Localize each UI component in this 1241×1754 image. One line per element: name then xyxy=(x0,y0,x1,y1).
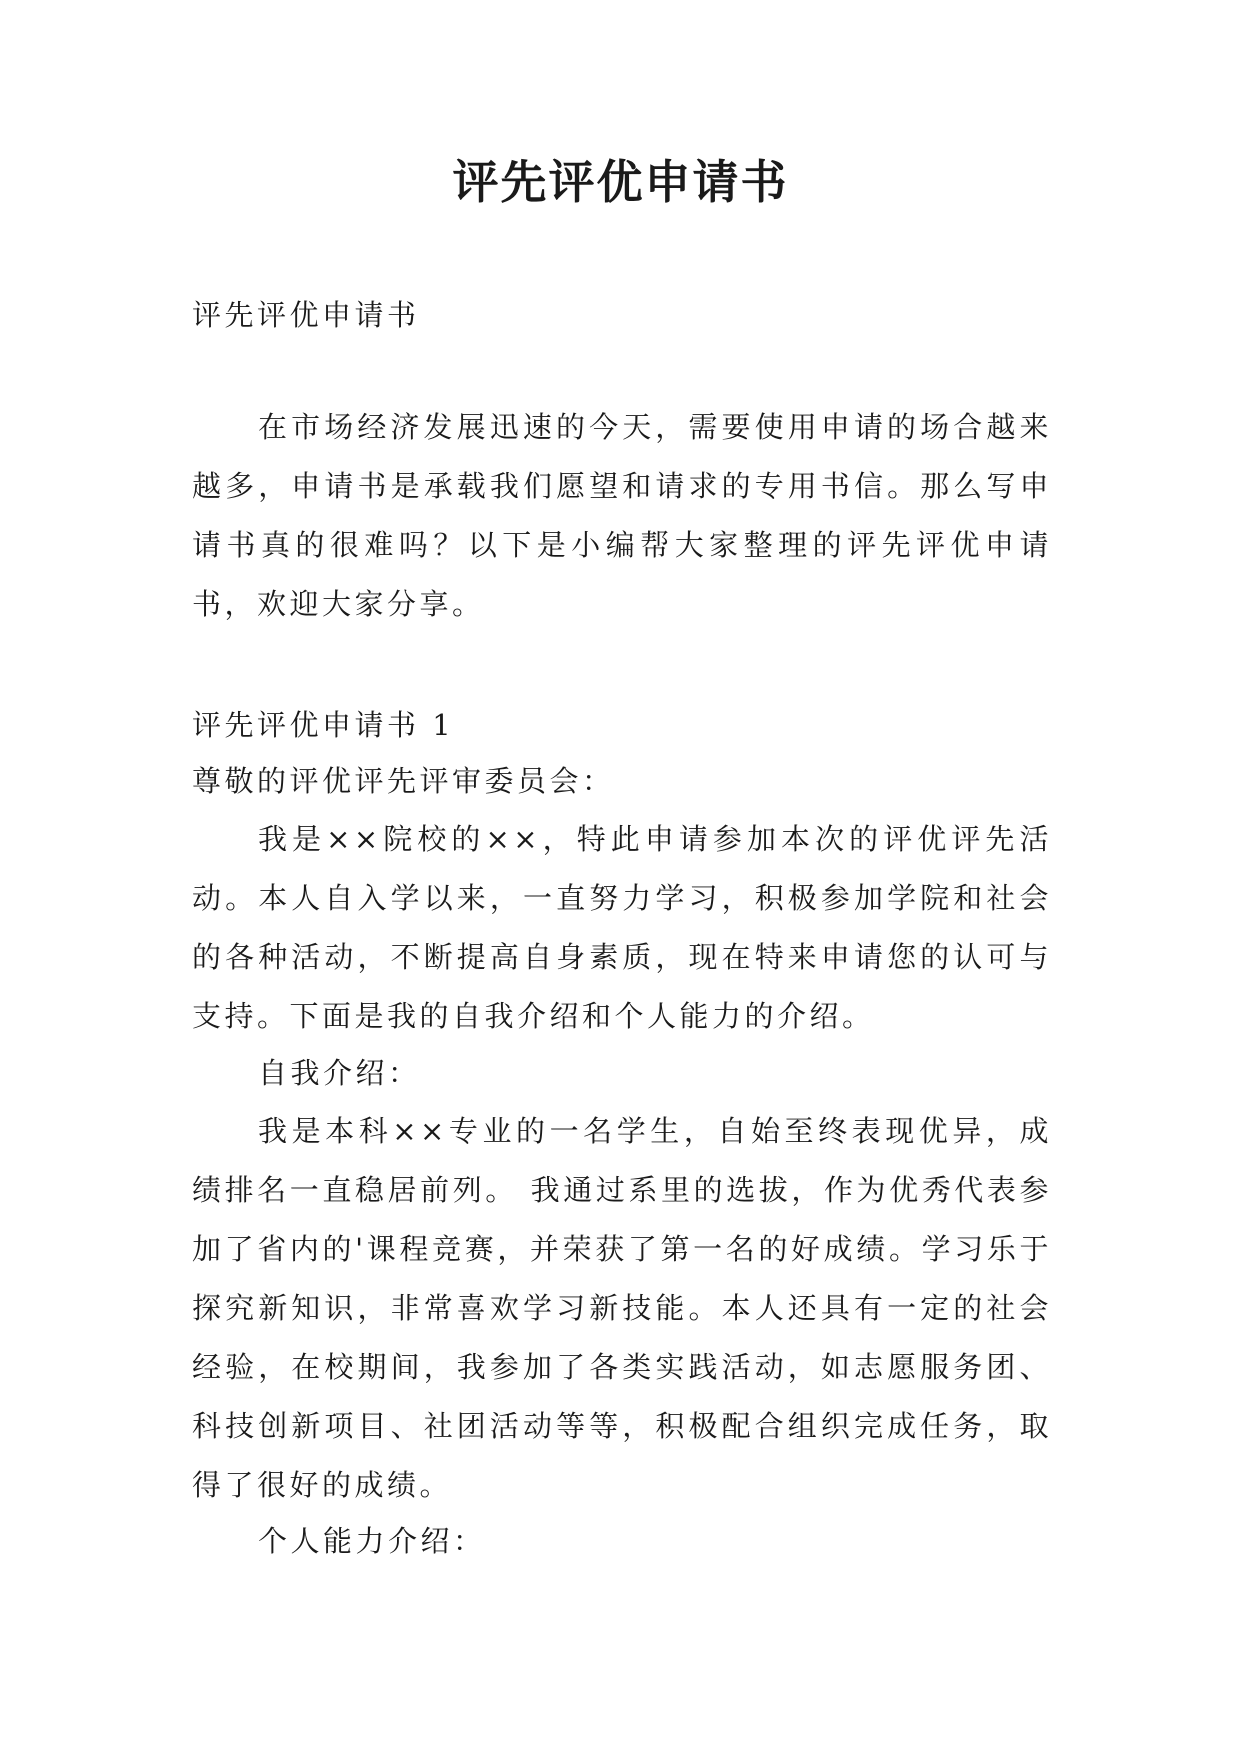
document-subtitle: 评先评优申请书 xyxy=(192,298,420,332)
body-paragraph-2: 我是本科××专业的一名学生，自始至终表现优异，成绩排名一直稳居前列。 我通过系里的选拔，作为优秀代表参加了省内的'课程竞赛，并荣获了第一名的好成绩。学习乐于探究新知识，非常喜欢学习新技能。本人还具有一定的社会经验，在校期间，我参加了各类实践活动，如志愿服务团、科技创新项目、社团活动等等，积极配合组织完成任务，取得了很好的成绩。 xyxy=(192,1114,1052,1502)
self-intro-heading: 自我介绍： xyxy=(258,1056,421,1090)
body-paragraph-1: 我是××院校的××，特此申请参加本次的评优评先活动。本人自入学以来，一直努力学习，积极参加学院和社会的各种活动，不断提高自身素质，现在特来申请您的认可与支持。下面是我的自我介绍和个人能力的介绍。 xyxy=(192,822,1052,1033)
section-heading: 评先评优申请书 1 xyxy=(192,708,455,742)
intro-paragraph: 在市场经济发展迅速的今天，需要使用申请的场合越来越多，申请书是承载我们愿望和请求的专用书信。那么写申请书真的很难吗？以下是小编帮大家整理的评先评优申请书，欢迎大家分享。 xyxy=(192,410,1052,621)
salutation: 尊敬的评优评先评审委员会： xyxy=(192,764,615,798)
document-title: 评先评优申请书 xyxy=(452,155,789,209)
ability-heading: 个人能力介绍： xyxy=(258,1524,486,1558)
